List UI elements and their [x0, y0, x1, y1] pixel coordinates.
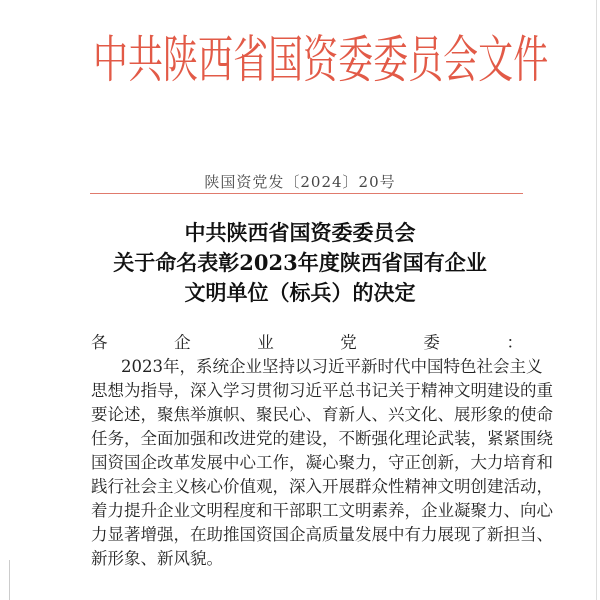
body-line: 2023年，系统企业坚持以习近平新时代中国特色社会主义 [121, 357, 543, 376]
body-line: 新形象、新风貌。 [91, 549, 223, 568]
document-title [0, 218, 600, 308]
document-body [91, 331, 553, 571]
body-line: 任务，全面加强和改进党的建设，不断强化理论武装，紧紧围绕 [91, 429, 553, 448]
salutation: 各企业党委： [91, 333, 523, 352]
header-char: 省 [233, 32, 269, 90]
body-line: 力显著增强，在助推国资国企高质量发展中有力展现了新担当、 [91, 525, 553, 544]
header-char: 委 [373, 32, 409, 90]
header-char: 共 [128, 32, 164, 90]
title-line: 文明单位（标兵）的决定 [184, 280, 416, 305]
body-line: 践行社会主义核心价值观，深入开展群众性精神文明创建活动， [91, 477, 553, 496]
title-line: 中共陕西省国资委委员会 [184, 220, 416, 245]
red-divider [90, 193, 523, 194]
header-char: 会 [443, 32, 479, 90]
body-line: 要论述，聚焦举旗帜、聚民心、育新人、兴文化、展形象的使命 [91, 405, 553, 424]
header-char: 中 [93, 32, 129, 90]
header-char: 资 [303, 32, 339, 90]
header-char: 陕 [163, 32, 199, 90]
header-char: 西 [198, 32, 234, 90]
document-red-header [93, 16, 549, 106]
header-char: 件 [513, 32, 549, 90]
body-line: 国资国企改革发展中心工作，凝心聚力，守正创新，大力培育和 [91, 453, 553, 472]
body-line: 着力提升企业文明程度和干部职工文明素养，企业凝聚力、向心 [91, 501, 553, 520]
header-char: 员 [408, 32, 444, 90]
header-char: 国 [268, 32, 304, 90]
title-line: 关于命名表彰2023年度陕西省国有企业 [113, 250, 487, 275]
page-edge [9, 560, 10, 600]
header-char: 文 [478, 32, 514, 90]
document-number: 陕国资党发〔2024〕20号 [204, 173, 396, 191]
header-char: 委 [338, 32, 374, 90]
body-line: 思想为指导，深入学习贯彻习近平总书记关于精神文明建设的重 [91, 381, 553, 400]
